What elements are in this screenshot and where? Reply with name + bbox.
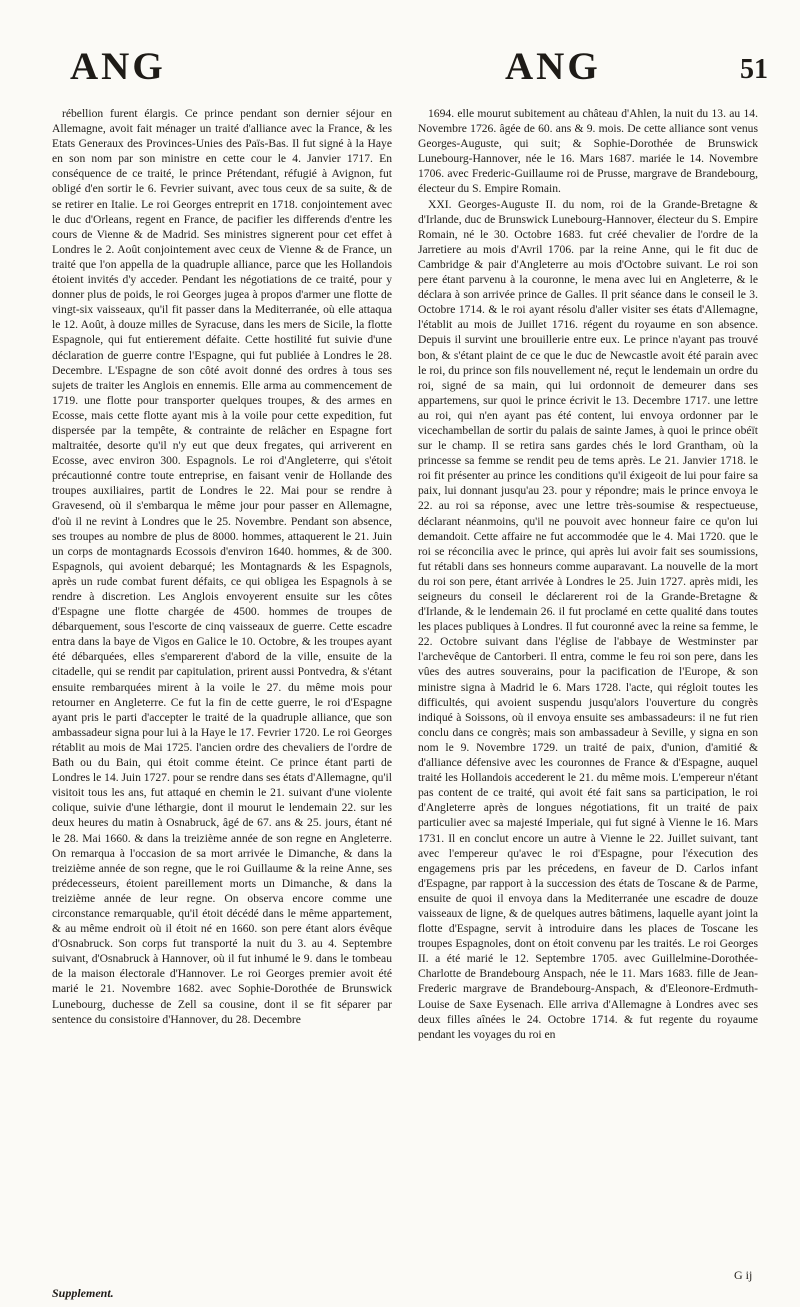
paragraph: XXI. Georges-Auguste II. du nom, roi de la Grande-Bretagne & d'Irlande, duc de Brunswick Lunebourg-Hannover, électeur du S. Empire Romain, né le 30. Octobre 1683. fut créé chevalier de l'ordre de la Jarretiere au mois d'Avril 1706. par la reine Anne, qui le fit duc de Cambridge & pair d'Angleterre au mois d'Octobre suivant. Le roi son pere étant parvenu à la couronne, le mena avec lui en Angleterre, & le déclara à son arrivée prince de Galles. Il prit séance dans le conseil le 3. Octobre 1714. & le roi ayant résolu d'aller visiter ses états d'Allemagne, l'établit au mois de Juillet 1716. régent du royaume en son absence. Depuis il survint une brouillerie entre eux. Le prince n'ayant pas trouvé bon, & s'étant plaint de ce que le duc de Newcastle avoit été parain avec le roi, du prince son fils nouvellement né, reçut le lendemain un ordre du roi, signé de sa main, qui lui ordonnoit de demeurer dans ses appartemens, sur quoi le prince écrivit le 13. Decembre 1717. une lettre au roi, qui n'en ayant pas été content, lui envoya ordonner par le vicechambellan de sortir du palais de sainte James, à quoi le prince obéït sur le champ. Il se retira sans gardes chés le lord Grantham, où la princesse sa femme se rendit peu de tems après. Le 21. Janvier 1718. le roi fit présenter au prince les conditions qu'il éxigeoit de lui pour faire sa paix, lui donnant jusqu'au 23. pour y répondre; mais le prince envoya le 22. au roi sa réponse, avec une lettre très-soumise & respectueuse, déclarant néanmoins, qu'il ne pouvoit avec honneur faire ce qu'on lui demandoit. Cette affaire ne fut accommodée que le 4. Mai 1720. que le roi se réconcilia avec le prince, qui après lui avoir fait ses soumissions, fut rétabli dans ses honneurs comme auparavant. La nouvelle de la mort du roi son pere, étant arrivée à Londres le 25. Juin 1727. après midi, les seigneurs du conseil le déclarerent roi de la Grande-Bretagne & d'Irlande, & le lendemain 26. il fut proclamé en cette qualité dans toutes les places publiques à Londres. Il fut couronné avec la reine sa femme, le 22. Octobre suivant dans l'église de l'abbaye de Westminster par l'archevêque de Cantorberi. Il entra, comme le feu roi son pere, dans les vûes des autres souverains, pour la pacification de l'Europe, & son ministre signa à Madrid le 6. Mars 1728. l'acte, qui régloit toutes les difficultés, qui avoient suspendu jusqu'alors l'ouverture du congrès indiqué à Soissons, où il envoya ensuite ses ambassadeurs: il ne fut rien conclu dans ce congrès; mais son ambassadeur à Seville, y signa en son nom le 9. Novembre 1729. un traité de paix, d'union, d'amitié & d'alliance défensive avec les couronnes de France & d'Espagne, auquel traité les Hollandois accederent le 21. du même mois. L'empereur n'étant pas content de ce traité, qui avoit été fait sans sa participation, le roi d'Angleterre après de longues négotiations, fit un traité de paix particulier avec sa majesté Imperiale, qui fut signé à Vienne le 16. Mars 1731. Il en conclut encore un autre à Vienne le 22. Juillet suivant, tant avec l'empereur qu'avec le roi d'Espagne, pour l'éxecution des engagemens pris par les précedens, en faveur de D. Carlos infant d'Espagne, par rapport à la succession des états de Toscane & de Parme, ensuite de quoi il envoya dans la Mediterranée une escadre de douze vaisseaux de ligne, & de quelques autres bâtimens, laquelle ayant joint la flotte d'Espagne, servit à introduire dans les places de Toscane les troupes Espagnoles, dont on étoit convenu par les traités. Le roi Georges II. a été marié le 12. Septembre 1705. avec Guillelmine-Dorothée-Charlotte de Brandebourg Anspach, née le 11. Mars 1683. fille de Jean-Frederic margrave de Brandebourg-Anspach, & d'Eleonore-Erdmuth-Louise de Saxe Eysenach. Elle arriva d'Allemagne à Londres avec ses deux filles aînées le 24. Octobre 1714. & fut regente du royaume pendant les voyages du roi en	[418, 197, 758, 1041]
signature-mark: Supplement.	[52, 1286, 114, 1300]
signature-mark-right: G ij	[734, 1268, 753, 1282]
text-column-left	[52, 106, 392, 1286]
page-number: 51	[740, 54, 768, 85]
paragraph: rébellion furent élargis. Ce prince pendant son dernier séjour en Allemagne, avoit fait ménager un traité d'alliance avec la France, & les Etats Generaux des Provinces-Unies des Païs-Bas. Il fut signé à la Haye en son nom par son ministre en cette cour le 4. Janvier 1717. En conséquence de ce traité, le prince Prétendant, réfugié à Avignon, fut obligé d'en sortir le 6. Fevrier suivant, avec tous ceux de sa suite, & de se retirer en Italie. Le roi Georges entreprit en 1718. conjointement avec le duc d'Orleans, regent en France, de pacifier les differends d'entre les cours de Vienne & de Madrid. Ses ministres signerent pour cet effet à Londres le 2. Août conjointement avec ceux de Vienne & de France, un traité que l'on appella de la quadruple alliance, parce que les Hollandois étoient invités d'y acceder. Pendant les négotiations de ce traité, pour y donner plus de poids, le roi Georges jugea à propos d'armer une flotte de vingt-six vaisseaux, qu'il fit passer dans la Mediterranée, où elle attaqua le 12. Août, à douze milles de Syracuse, dans les mers de Sicile, la flotte Espagnole, qui fut entierement défaite. Cette hostilité fut suivie d'une déclaration de guerre contre l'Espagne, qui fut publiée à Londres le 28. Decembre. L'Espagne de son côté avoit donné des ordres à tous ses sujets de traiter les Anglois en ennemis. Elle arma au commencement de 1719. une flotte pour transporter quelques troupes, & des armes en Ecosse, mais cette flotte ayant mis à la voile pour cette expedition, fut dispersée par la tempête, & contrainte de relâcher en Espagne fort maltraitée, desorte qu'il n'y eut que deux fregates, qui arriverent en Ecosse, avec environ 300. Espagnols. Le roi d'Angleterre, qui s'étoit précautionné contre toute entreprise, en faisant venir de Hollande des troupes auxiliaires, partit de Londres le 22. Mai pour se rendre à Gravesend, où il s'embarqua le même jour pour passer en Allemagne, d'où il ne revint à Londres que le 25. Novembre. Pendant son absence, ses troupes au nombre de plus de 8000. hommes, attaquerent le 21. Juin un corps de montagnards Ecossois d'environ 1640. hommes, & de 300. Espagnols, qui avoient debarqué; les Montagnards & les Espagnols, après un rude combat furent défaits, ce qui obligea les Espagnols à se rendre à discretion. Les Anglois envoyerent ensuite sur les côtes d'Espagne une flotte chargée de 4500. hommes de troupes de débarquement, sous l'escorte de cinq vaisseaux de guerre. Cette escadre entra dans la baye de Vigos en Galice le 10. Octobre, & les troupes ayant été débarquées, elles s'emparerent d'abord de la ville, ensuite de la citadelle, qui se rendit par capitulation, prirent aussi Pontvedra, & s'étant ensuite rembarquées mirent à la voile le 27. du même mois pour retourner en Angleterre. Ce fut la fin de cette guerre, le roi d'Espagne ayant pris le parti d'accepter le traité de la quadruple alliance, que son ambassadeur signa pour lui à la Haye le 17. Fevrier 1720. Le roi Georges rétablit au mois de Mai 1725. l'ancien ordre des chevaliers de l'ordre de Bath ou du Bain, qui étoit comme éteint. Ce prince étant parti de Londres le 14. Juin 1727. pour se rendre dans ses états d'Allemagne, qu'il visitoit tous les ans, fut attaqué en chemin le 21. suivant d'une violente colique, suivie d'une léthargie, dont il mourut le lendemain 22. sur les deux heures du matin à Osnabruck, âgé de 67. ans & 25. jours, étant né le 28. Mai 1660. & dans la treizième année de son regne en Angleterre. On remarqua à l'occasion de sa mort arrivée le Dimanche, & dans la treizième année de son regne, que le roi Guillaume & la reine Anne, ses prédecesseurs, étoient pareillement morts un Dimanche, & dans la treizième année de leur regne. On observa encore comme une circonstance remarquable, qu'il étoit décédé dans le même appartement, & au même endroit où il étoit né en 1660. son pere étant alors évêque d'Osnabruck. Son corps fut transporté la nuit du 3. au 4. Septembre suivant, d'Osnabruck à Hannover, où il fut inhumé le 9. dans le tombeau de la maison électorale d'Hannover. Le roi Georges premier avoit été marié le 21. Novembre 1682. avec Sophie-Dorothée de Brunswick Lunebourg, duchesse de Zell sa cousine, dont il se fit séparer par sentence du consistoire d'Hannover, du 28. Decembre	[52, 107, 392, 1026]
text-column-right	[418, 106, 758, 1266]
running-head-right: ANG	[505, 45, 601, 88]
paragraph: 1694. elle mourut subitement au château d'Ahlen, la nuit du 13. au 14. Novembre 1726. âgée de 60. ans & 9. mois. De cette alliance sont venus Georges-Auguste, qui suit; & Sophie-Dorothée de Brunswick Lunebourg-Hannover, née le 16. Mars 1687. mariée le 14. Novembre 1706. avec Frederic-Guillaume roi de Prusse, margrave de Brandebourg, électeur du S. Empire Romain.	[418, 107, 758, 196]
page-header	[0, 44, 800, 94]
running-head-left: ANG	[70, 45, 166, 88]
